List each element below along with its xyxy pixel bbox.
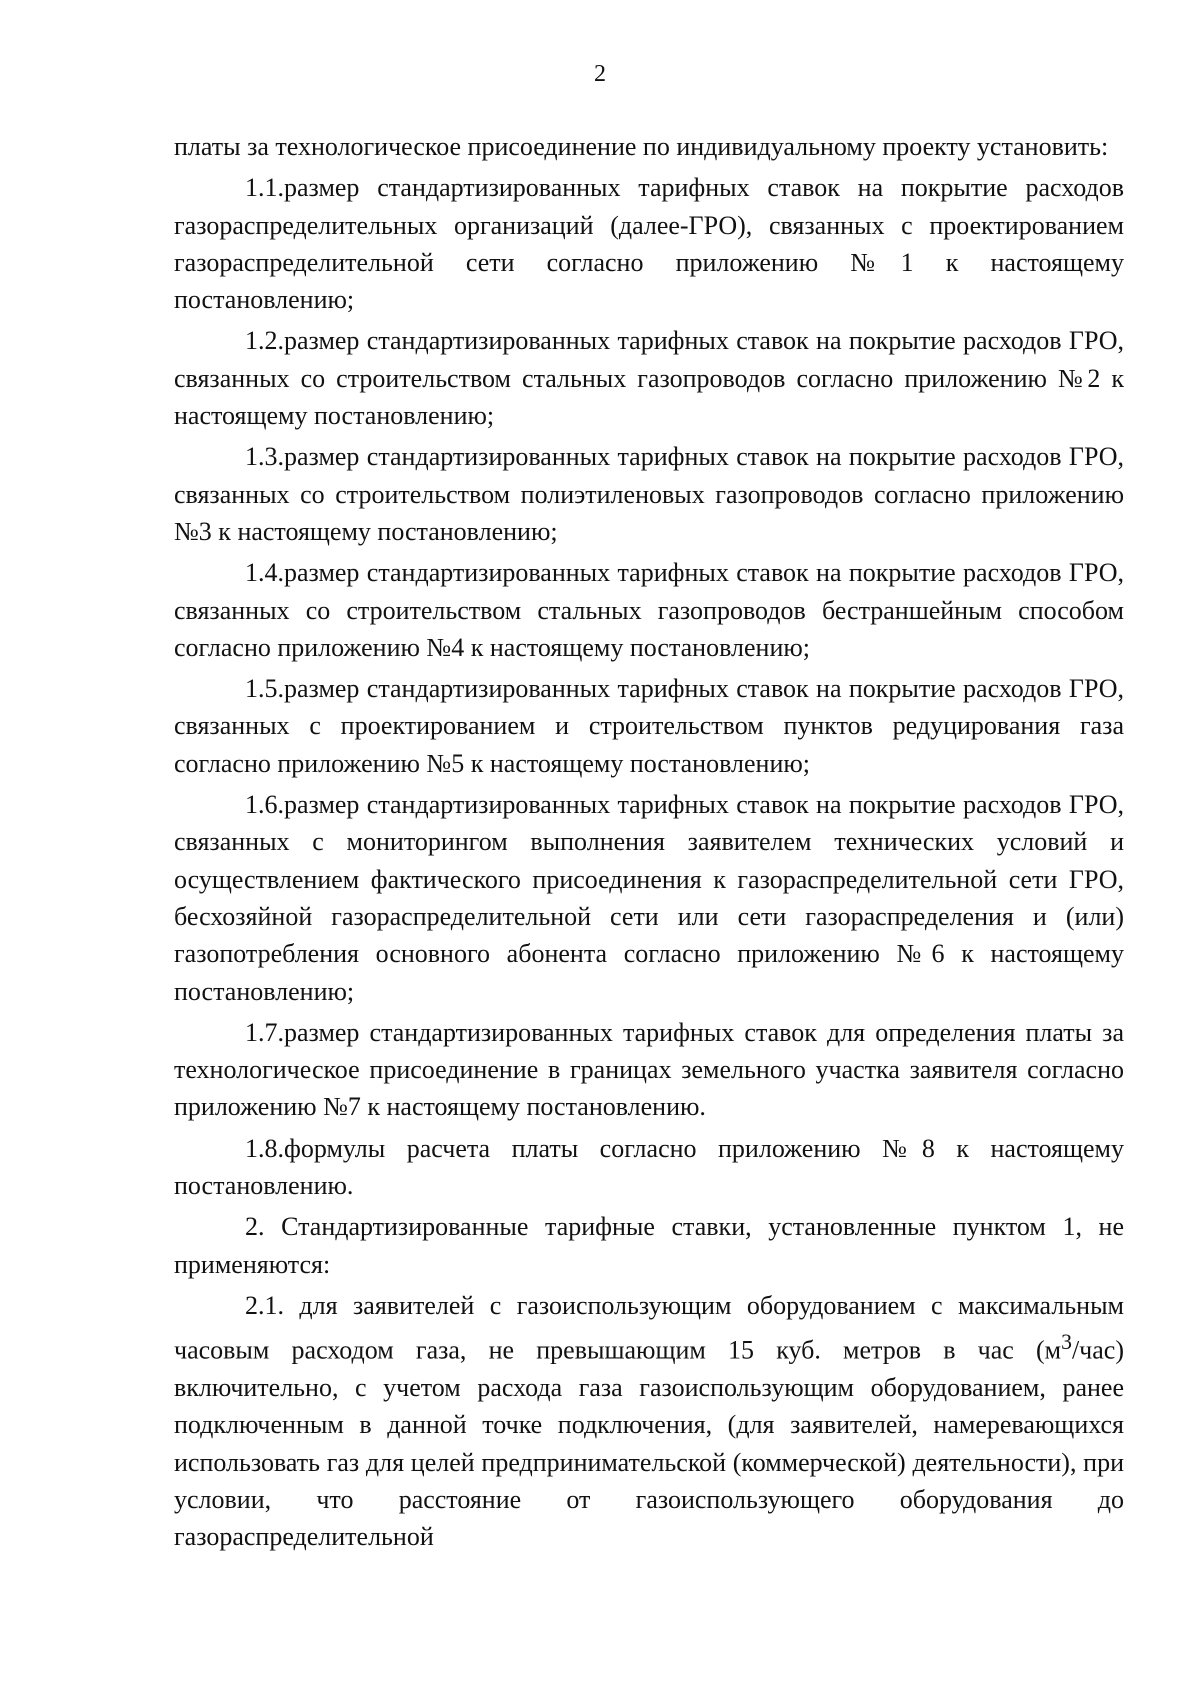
paragraph-item-2-1-text-after: /час) включительно, с учетом расхода газа газоиспользующим оборудованием, ранее подключенным в данной точке подключения, (для заявителей, намеревающихся использовать газ для целей предпринимательской (коммерческой) деятельности), при условии, что расстояние от газоиспользующего оборудования до газораспределительной: [174, 1335, 1124, 1552]
paragraph-continuation: платы за технологическое присоединение по индивидуальному проекту установить:: [174, 132, 1109, 161]
cubic-superscript: 3: [1061, 1330, 1072, 1355]
paragraph-item-2-1-text-before: 2.1. для заявителей с газоиспользующим оборудованием с максимальным часовым расходом газа, не превышающим 15 куб. метров в час (м: [174, 1290, 1124, 1365]
document-body: [174, 128, 1124, 1556]
paragraph-item-1-5: 1.5.размер стандартизированных тарифных ставок на покрытие расходов ГРО, связанных с проектированием и строительством пунктов редуцирования газа согласно приложению №5 к настоящему постановлению;: [174, 674, 1124, 778]
paragraph-item-1-6: 1.6.размер стандартизированных тарифных ставок на покрытие расходов ГРО, связанных с мониторингом выполнения заявителем технических условий и осуществлением фактического присоединения к газораспределительной сети ГРО, бесхозяйной газораспределительной сети или сети газораспределения и (или) газопотребления основного абонента согласно приложению №6 к настоящему постановлению;: [174, 790, 1124, 1006]
paragraph-item-2-1: [174, 1287, 1124, 1556]
paragraph-item-1-1: 1.1.размер стандартизированных тарифных ставок на покрытие расходов газораспределительных организаций (далее-ГРО), связанных с проектированием газораспределительной сети согласно приложению №1 к настоящему постановлению;: [174, 173, 1124, 315]
paragraph-item-1-4: 1.4.размер стандартизированных тарифных ставок на покрытие расходов ГРО, связанных со строительством стальных газопроводов бестраншейным способом согласно приложению №4 к настоящему постановлению;: [174, 558, 1124, 662]
paragraph-item-2: 2. Стандартизированные тарифные ставки, установленные пунктом 1, не применяются:: [174, 1212, 1124, 1279]
paragraph-item-1-8: 1.8.формулы расчета платы согласно приложению №8 к настоящему постановлению.: [174, 1133, 1124, 1201]
paragraph-item-1-3: 1.3.размер стандартизированных тарифных ставок на покрытие расходов ГРО, связанных со строительством полиэтиленовых газопроводов согласно приложению №3 к настоящему постановлению;: [174, 442, 1124, 546]
page-number: 2: [594, 61, 606, 87]
paragraph-item-1-2: 1.2.размер стандартизированных тарифных ставок на покрытие расходов ГРО, связанных со строительством стальных газопроводов согласно приложению №2 к настоящему постановлению;: [174, 326, 1124, 431]
paragraph-item-1-7: 1.7.размер стандартизированных тарифных ставок для определения платы за технологическое присоединение в границах земельного участка заявителя согласно приложению №7 к настоящему постановлению.: [174, 1017, 1124, 1122]
